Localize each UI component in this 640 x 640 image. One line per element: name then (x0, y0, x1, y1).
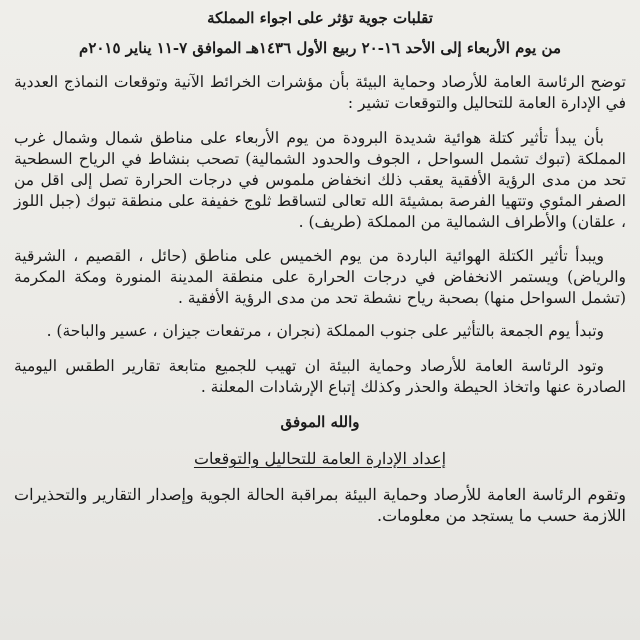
paragraph-south-region: وتبدأ يوم الجمعة بالتأثير على جنوب المملكة (نجران ، مرتفعات جيزان ، عسير والباحة) . (46, 322, 604, 340)
paragraph-north-region: بأن يبدأ تأثير كتلة هوائية شديدة البرودة من يوم الأربعاء على مناطق شمال وشمال غرب المملكة (تبوك تشمل السواحل ، الجوف والحدود الشمالية) تصحب بنشاط في الرياح السطحية تحد من مدى الرؤية الأفقية يعقب ذلك انخفاض ملموس في درجات الحرارة تصل إلى اقل من الصفر المئوي وتتهيا الفرصة بمشيئة الله تعالى لتساقط ثلوج خفيفة على منطقة تبوك (جبل اللوز ، علقان) والأطراف الشمالية من المملكة (طريف) . (14, 129, 626, 231)
intro-paragraph: توضح الرئاسة العامة للأرصاد وحماية البيئة بأن مؤشرات الخرائط الآنية وتوقعات النماذج العددية في الإدارة العامة للتحاليل والتوقعات تشير : (14, 73, 626, 112)
prepared-by-text: إعداد الإدارة العامة للتحاليل والتوقعات (193, 449, 447, 468)
paragraph-central-region: ويبدأ تأثير الكتلة الهوائية الباردة من يوم الخميس على مناطق (حائل ، القصيم ، الشرقية والرياض) ويستمر الانخفاض في درجات الحرارة على منطقة المدينة المنورة ومكة المكرمة (تشمل السواحل منها) بصحبة رياح نشطة تحد من مدى الرؤية الأفقية . (14, 247, 626, 307)
prepared-by-line (14, 448, 626, 470)
paragraph-advisory: وتود الرئاسة العامة للأرصاد وحماية البيئة ان تهيب للجميع متابعة تقارير الطقس اليومية الصادرة عنها واتخاذ الحيطة والحذر وكذلك إتباع الإرشادات المعلنة . (14, 357, 626, 396)
document-title: تقلبات جوية تؤثر على اجواء المملكة (207, 9, 433, 27)
footer-note: وتقوم الرئاسة العامة للأرصاد وحماية البيئة بمراقبة الحالة الجوية وإصدار التقارير والتحذيرات اللازمة حسب ما يستجد من معلومات. (14, 485, 626, 525)
closing-phrase: والله الموفق (280, 413, 360, 431)
date-range-line: من يوم الأربعاء إلى الأحد ١٦-٢٠ ربيع الأول ١٤٣٦هـ الموافق ٧-١١ يناير ٢٠١٥م (79, 39, 561, 57)
